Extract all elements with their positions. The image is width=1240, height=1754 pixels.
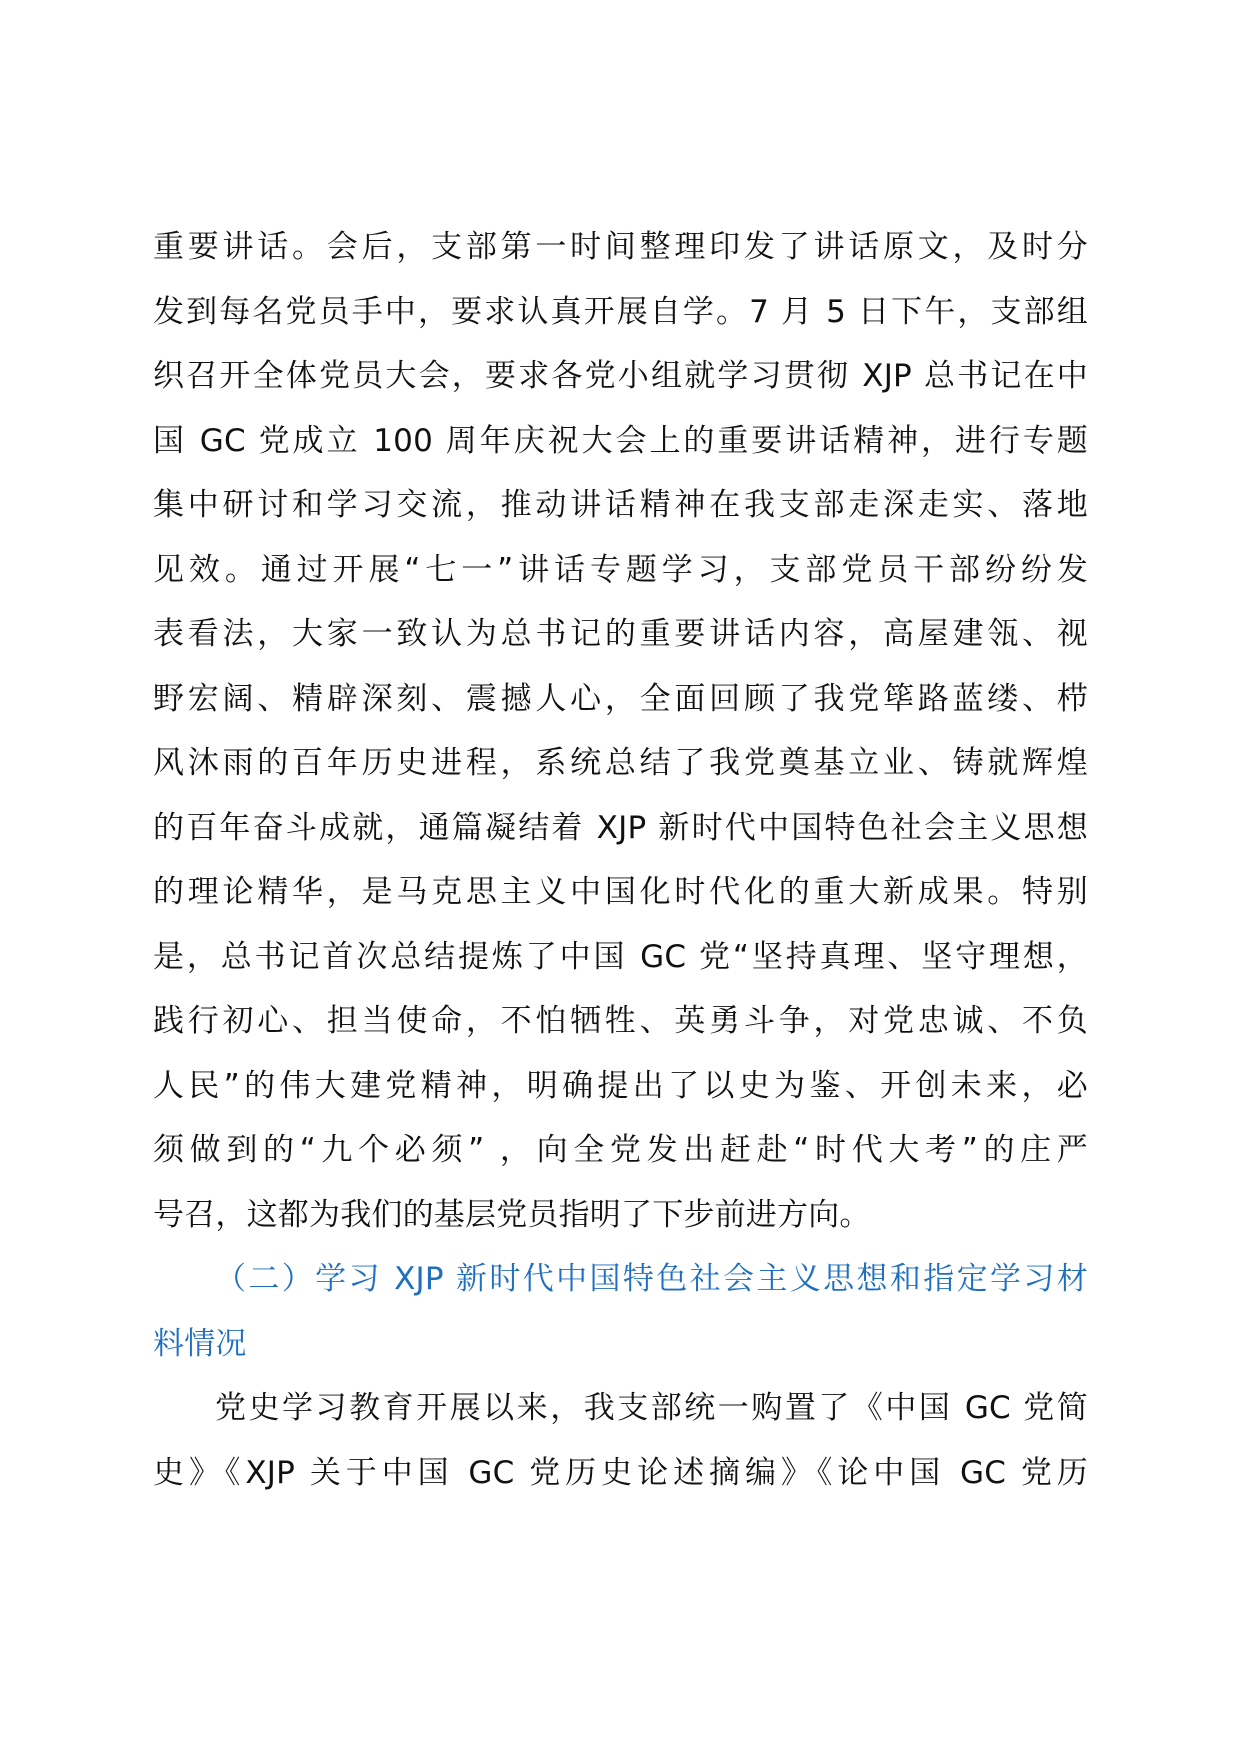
text-line: 党史学习教育开展以来，我支部统一购置了《中国 GC 党简 [215, 1390, 1088, 1426]
heading-line: （二）学习 XJP 新时代中国特色社会主义思想和指定学习材 [215, 1261, 1088, 1297]
text-line: 的百年奋斗成就，通篇凝结着 XJP 新时代中国特色社会主义思想 [153, 809, 1088, 846]
text-line: 织召开全体党员大会，要求各党小组就学习贯彻 XJP 总书记在中 [153, 358, 1088, 394]
text-line: 表看法，大家一致认为总书记的重要讲话内容，高屋建瓴、视 [153, 616, 1088, 652]
body-paragraph-2 [153, 1376, 1088, 1505]
text-line: 须做到的“九个必须” ，向全党发出赶赴“时代大考”的庄严 [153, 1132, 1088, 1168]
text-line: 史》《XJP 关于中国 GC 党历史论述摘编》《论中国 GC 党历 [153, 1454, 1088, 1491]
text-line: 号召，这都为我们的基层党员指明了下步前进方向。 [153, 1196, 871, 1233]
text-line: 集中研讨和学习交流，推动讲话精神在我支部走深走实、落地 [153, 487, 1088, 523]
text-line: 重要讲话。会后，支部第一时间整理印发了讲话原文，及时分 [153, 229, 1088, 265]
text-line: 人民”的伟大建党精神，明确提出了以史为鉴、开创未来，必 [153, 1067, 1088, 1104]
text-line: 风沐雨的百年历史进程，系统总结了我党奠基立业、铸就辉煌 [153, 745, 1088, 781]
text-line: 发到每名党员手中，要求认真开展自学。7 月 5 日下午，支部组 [153, 293, 1088, 330]
text-line: 的理论精华，是马克思主义中国化时代化的重大新成果。特别 [153, 874, 1088, 910]
document-body [153, 215, 1088, 1505]
text-line: 见效。通过开展“七一”讲话专题学习，支部党员干部纷纷发 [153, 551, 1088, 588]
text-line: 践行初心、担当使命，不怕牺牲、英勇斗争，对党忠诚、不负 [153, 1003, 1088, 1039]
body-paragraph-1 [153, 215, 1088, 1247]
section-heading [153, 1247, 1088, 1376]
heading-line: 料情况 [153, 1325, 247, 1362]
text-line: 野宏阔、精辟深刻、震撼人心，全面回顾了我党筚路蓝缕、栉 [153, 680, 1088, 717]
text-line: 国 GC 党成立 100 周年庆祝大会上的重要讲话精神，进行专题 [153, 422, 1088, 459]
text-line: 是，总书记首次总结提炼了中国 GC 党“坚持真理、坚守理想， [153, 938, 1088, 975]
